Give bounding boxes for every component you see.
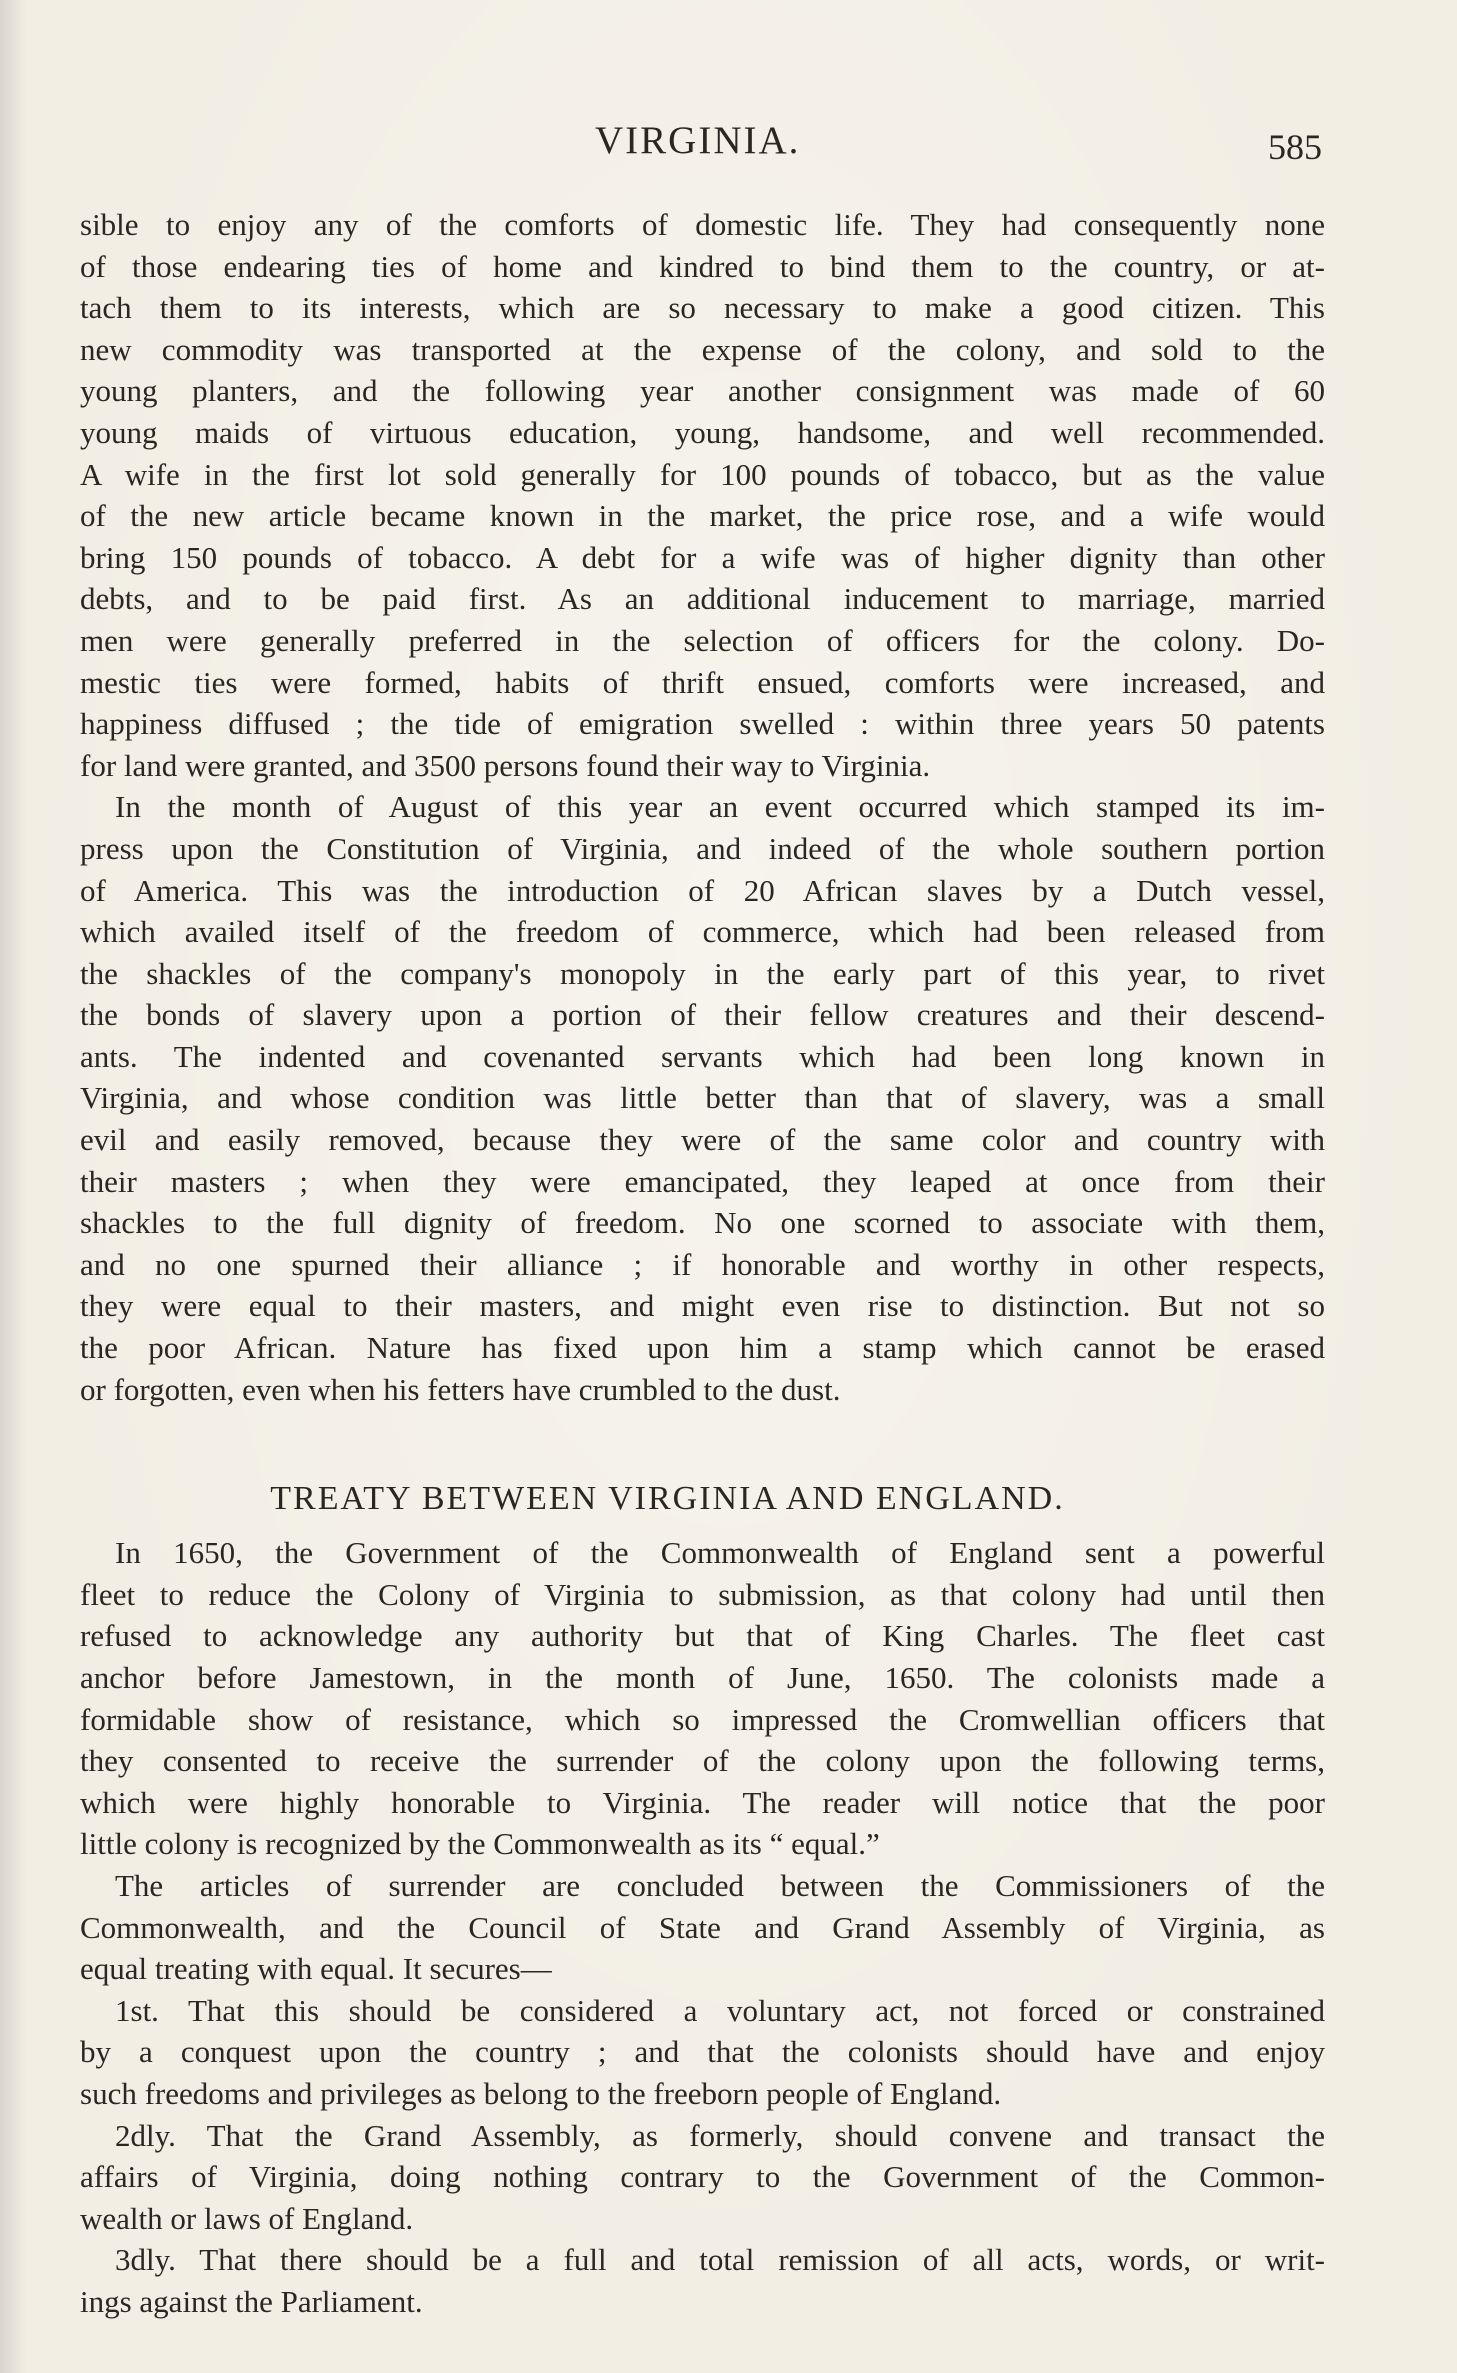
section-heading: TREATY BETWEEN VIRGINIA AND ENGLAND. xyxy=(270,1480,1065,1518)
text-line: young planters, and the following year another consignment was made of 60 xyxy=(80,373,1325,409)
text-line: shackles to the full dignity of freedom. No one scorned to associate with them, xyxy=(80,1205,1325,1241)
text-line: the poor African. Nature has fixed upon him a stamp which cannot be erased xyxy=(80,1330,1325,1366)
text-line: affairs of Virginia, doing nothing contrary to the Government of the Common- xyxy=(80,2159,1325,2195)
paragraph xyxy=(80,786,1325,1410)
text-line: of America. This was the introduction of 20 African slaves by a Dutch vessel, xyxy=(80,872,1325,908)
text-line: The articles of surrender are concluded between the Commissioners of the xyxy=(115,1867,1325,1903)
paragraph xyxy=(80,1990,1325,2115)
text-line: happiness diffused ; the tide of emigration swelled : within three years 50 patents xyxy=(80,706,1325,742)
text-line: which were highly honorable to Virginia. The reader will notice that the poor xyxy=(80,1784,1325,1820)
paragraph xyxy=(80,2239,1325,2322)
text-line: mestic ties were formed, habits of thrift ensued, comforts were increased, and xyxy=(80,664,1325,700)
paragraph xyxy=(80,204,1325,786)
text-line: they were equal to their masters, and might even rise to distinction. But not so xyxy=(80,1288,1325,1324)
running-head: VIRGINIA. xyxy=(595,119,801,162)
text-line: new commodity was transported at the expense of the colony, and sold to the xyxy=(80,331,1325,367)
text-line: In the month of August of this year an event occurred which stamped its im- xyxy=(115,789,1325,825)
text-line: little colony is recognized by the Commonwealth as its “ equal.” xyxy=(80,1826,880,1862)
page-number: 585 xyxy=(1268,127,1322,167)
text-line: fleet to reduce the Colony of Virginia to submission, as that colony had until then xyxy=(80,1576,1325,1612)
text-line: 2dly. That the Grand Assembly, as formerly, should convene and transact the xyxy=(115,2117,1325,2153)
paragraph xyxy=(80,1532,1325,1865)
text-line: the shackles of the company's monopoly in the early part of this year, to rivet xyxy=(80,955,1325,991)
intro-paragraphs xyxy=(80,204,1325,1410)
text-line: tach them to its interests, which are so necessary to make a good citizen. This xyxy=(80,290,1325,326)
text-line: the bonds of slavery upon a portion of their fellow creatures and their descend- xyxy=(80,997,1325,1033)
text-line: sible to enjoy any of the comforts of domestic life. They had consequently none xyxy=(80,207,1325,242)
section-paragraphs xyxy=(80,1532,1325,2322)
text-line: evil and easily removed, because they were of the same color and country with xyxy=(80,1122,1325,1158)
section-gap xyxy=(80,1410,1325,1466)
text-line: for land were granted, and 3500 persons found their way to Virginia. xyxy=(80,747,931,783)
text-line: such freedoms and privileges as belong to the freeborn people of England. xyxy=(80,2075,1002,2111)
text-line: Commonwealth, and the Council of State and Grand Assembly of Virginia, as xyxy=(80,1909,1325,1945)
text-line: formidable show of resistance, which so impressed the Cromwellian officers that xyxy=(80,1701,1325,1737)
text-line: ings against the Parliament. xyxy=(80,2283,423,2319)
text-line: young maids of virtuous education, young, handsome, and well recommended. xyxy=(80,414,1325,450)
text-line: of those endearing ties of home and kindred to bind them to the country, or at- xyxy=(80,248,1325,284)
text-line: they consented to receive the surrender of the colony upon the following terms, xyxy=(80,1743,1325,1779)
text-line: press upon the Constitution of Virginia, and indeed of the whole southern portion xyxy=(80,830,1325,866)
text-line: by a conquest upon the country ; and that the colonists should have and enjoy xyxy=(80,2034,1325,2070)
text-line: 3dly. That there should be a full and total remission of all acts, words, or writ- xyxy=(115,2242,1325,2278)
text-line: which availed itself of the freedom of commerce, which had been released from xyxy=(80,914,1325,950)
text-line: or forgotten, even when his fetters have crumbled to the dust. xyxy=(80,1371,841,1407)
paragraph xyxy=(80,1865,1325,1990)
text-line: debts, and to be paid first. As an additional inducement to marriage, married xyxy=(80,581,1325,617)
paragraph xyxy=(80,2115,1325,2240)
text-line: of the new article became known in the market, the price rose, and a wife would xyxy=(80,498,1325,534)
text-line: bring 150 pounds of tobacco. A debt for a wife was of higher dignity than other xyxy=(80,539,1325,575)
text-line: and no one spurned their alliance ; if honorable and worthy in other respects, xyxy=(80,1246,1325,1282)
text-line: Virginia, and whose condition was little better than that of slavery, was a small xyxy=(80,1080,1325,1116)
text-line: ants. The indented and covenanted servants which had been long known in xyxy=(80,1038,1325,1074)
text-line: A wife in the first lot sold generally for 100 pounds of tobacco, but as the value xyxy=(80,456,1325,492)
body-text xyxy=(80,204,1325,2323)
text-line: wealth or laws of England. xyxy=(80,2200,414,2236)
text-line: equal treating with equal. It secures— xyxy=(80,1951,552,1987)
binding-shadow xyxy=(0,0,28,2373)
text-line: anchor before Jamestown, in the month of June, 1650. The colonists made a xyxy=(80,1660,1325,1695)
text-line: their masters ; when they were emancipated, they leaped at once from their xyxy=(80,1163,1325,1199)
text-line: men were generally preferred in the selection of officers for the colony. Do- xyxy=(80,622,1325,658)
text-line: In 1650, the Government of the Commonwealth of England sent a powerful xyxy=(115,1535,1325,1571)
text-line: refused to acknowledge any authority but that of King Charles. The fleet cast xyxy=(80,1618,1325,1654)
text-line: 1st. That this should be considered a voluntary act, not forced or constrained xyxy=(115,1992,1325,2028)
